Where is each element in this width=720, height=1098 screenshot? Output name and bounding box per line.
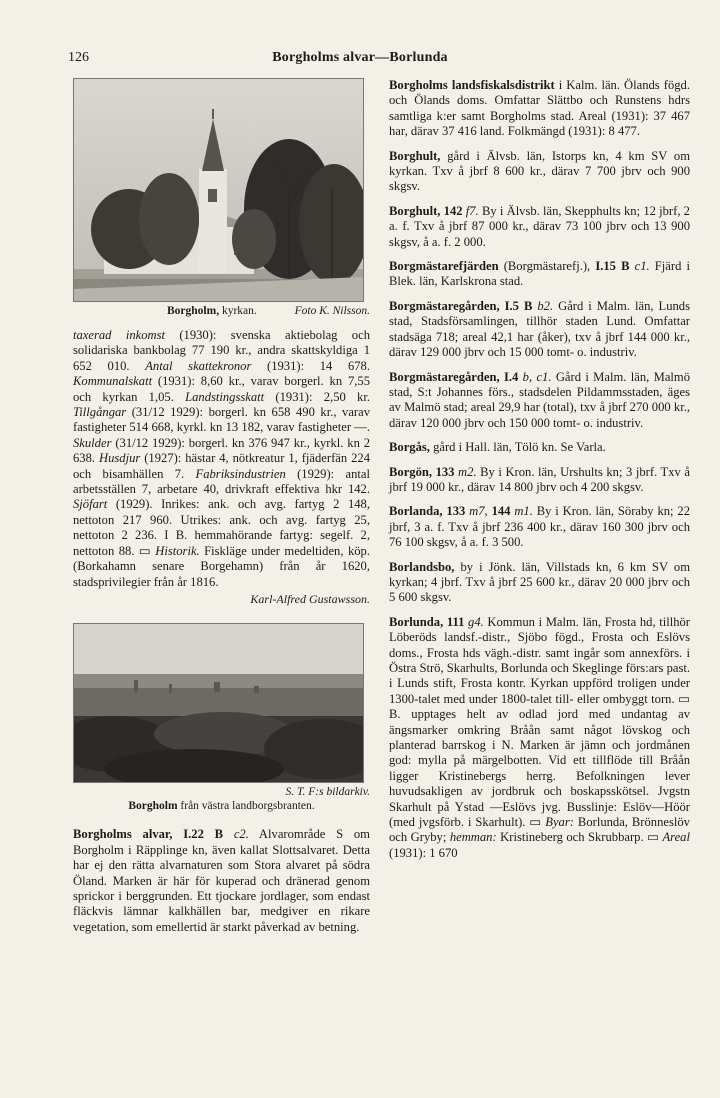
right-column [389, 78, 690, 870]
dictionary-entry: Borgmästarefjärden (Borgmästarefj.), I.15 B c1. Fjärd i Blek. län, Karlskrona stad. [389, 259, 690, 289]
photo-caption [73, 800, 370, 813]
dictionary-entry: Borgholms landsfiskalsdistrikt i Kalm. län. Ölands fögd. och Ölands doms. Omfattar Slättbo och Runstens hdrs samtliga k:er samt Borgholms stad. Areal (1931): 37 467 har, därav 37 416 land. Folkmängd (1931): 8 477. [389, 78, 690, 139]
dictionary-entry: Borgmästaregården, I.4 b, c1. Gård i Malm. län, Malmö stad, S:t Johannes förs., stadsdelen Pildammsstaden, äges av Malmö stad; areal 29,9 har (total), txv å jbrf 270 000 kr., därav 120 000 jbrv och 150 000 tomt- o. industriv. [389, 369, 690, 430]
landscape-figure [73, 623, 370, 813]
dictionary-entry: Borgön, 133 m2. By i Kron. län, Urshults kn; 3 jbrf. Txv å jbrf 19 000 kr., därav 14 800 jbrv och 4 200 skgsv. [389, 464, 690, 494]
dictionary-entry: Borlandsbo, by i Jönk. län, Villstads kn, 6 km SV om kyrkan; 4 jbrf. Txv å jbrf 25 600 kr., därav 20 000 jbrv och 5 600 skgsv. [389, 559, 690, 605]
dictionary-entry: Borlanda, 133 m7, 144 m1. By i Kron. län, Söraby kn; 22 jbrf, 3 a. f. Txv å jbrf 236 400 kr., därav 160 300 jbrv och 76 100 skgsv, å a. f. 3 500. [389, 504, 690, 550]
left-column [73, 78, 370, 944]
author-signature: Karl-Alfred Gustawsson. [250, 591, 370, 606]
caption-rest: från västra landborgsbranten. [177, 800, 315, 813]
photo-credit: Foto K. Nilsson. [294, 305, 370, 317]
dictionary-entry: Borghult, gård i Älvsb. län, Istorps kn, 4 km SV om kyrkan. Txv å jbrf 8 600 kr., därav 7 700 jbrv och 900 skgsv. [389, 148, 690, 194]
church-figure [73, 78, 370, 318]
caption-rest: kyrkan. [219, 305, 257, 317]
church-photo [73, 78, 364, 302]
entry-borgholms-alvar: Borgholms alvar, I.22 B c2. Alvarområde S om Borgholm i Räpplinge kn, även kallat Slottsalvaret. Detta har ej den rätta alvarnaturen som Stora alvaret på södra Öland. Marken är här för kuperad och dränerad genom sprickor i berggrunden. Ett tjockare jordlager, som endast fläckvis lämnar kalkhällen bar, medgiver en rikare vegetation, som emellertid är starkt påverkad av betning. [73, 827, 370, 934]
caption-bold: Borgholm [128, 800, 178, 813]
page-number: 126 [68, 50, 89, 65]
landscape-photo [73, 623, 364, 783]
borgholm-continuation: taxerad inkomst (1930): svenska aktiebolag och solidariska bankbolag 77 190 kr., andra skattskyldiga 1 652 010. Antal skattekronor (1931): 14 678. Kommunalskatt (1931): 8,60 kr., varav borgerl. kn 7,55 och kyrkan 1,05. Landstingsskatt (1931): 2,50 kr. Tillgångar (31/12 1929): borgerl. kn 658 490 kr., varav fastigheter 514 668, kyrkl. kn 13 182, varav fastigheter —. Skulder (31/12 1929): borgerl. kn 376 947 kr., kyrkl. kn 2 638. Husdjur (1927): hästar 4, nötkreatur 1, fjäderfän 224 och bisamhällen 7. Fabriksindustrien (1929): antal arbetsställen 7, arbetare 40, drivkraft effektiva hkr 142. Sjöfart (1929). Inrikes: ank. och avg. fartyg 2 148, nettoton 217 960. Utrikes: ank. och avg. fartyg 25, nettoton 2 236. I B. hemmahörande fartyg: segelf. 2, nettoton 88. ▭ Historik. Fiskläge under medeltiden, köp. (Borkahamn senare Borgehamn) från år 1620, stadsprivilegier från år 1816. [73, 328, 371, 589]
dictionary-entry: Borlunda, 111 g4. Kommun i Malm. län, Frosta hd, tillhör Löberöds landsf.-distr., Sjöbo fögd., Frosta och Eslövs doms., Frosta hds vägh.-distr. samt ingår som annexförs. i Östra Strö, Skarhults, Borlunda och Skeglinge förs:ars past. i Lunds stift, Frosta kontr. Kyrkan uppförd troligen under 1300-talet med under 1800-talet till- eller ombyggt torn. ▭ B. upptages helt av odlad jord med undantag av ängsmarker omkring Bråån samt något lövskog och planterad barrskog i N. Marken är jämn och jordmånen god: mylla på märgelbotten. Vid ett tillflöde till Bråån ligger Kristinebergs herrg. Befolkningen lever huvudsakligen av jordbruk och boskapsskötsel. Jvgstn Skarhult på Ystad —Eslövs jvg. Busslinje: Eslöv—Höör (med jvgsförb. i Skarhult). ▭ Byar: Borlunda, Brönneslöv och Gryby; hemman: Kristineberg och Skrubbarp. ▭ Areal (1931): 1 670 [389, 614, 690, 860]
running-head: Borgholms alvar—Borlunda [272, 50, 448, 65]
dictionary-entry: Borghult, 142 f7. By i Älvsb. län, Skepphults kn; 12 jbrf, 2 a. f. Txv å jbrf 87 000 kr., därav 73 100 jbrv och 13 900 skgsv, å a. f. 2 000. [389, 203, 690, 249]
dictionary-entry: Borgås, gård i Hall. län, Tölö kn. Se Varla. [389, 440, 606, 455]
dictionary-entry: Borgmästaregården, I.5 B b2. Gård i Malm. län, Lunds stad, Stadsförsamlingen, tillhör staden Lund. Omfattar stadsäga 718; areal 42,1 har (åker), txv å jbrf 144 000 kr., därav 129 000 jbrv och 15 000 tomt- o. industriv. [389, 298, 690, 360]
photo-credit: S. T. F:s bildarkiv. [285, 786, 370, 799]
caption-bold: Borgholm, [167, 305, 220, 317]
